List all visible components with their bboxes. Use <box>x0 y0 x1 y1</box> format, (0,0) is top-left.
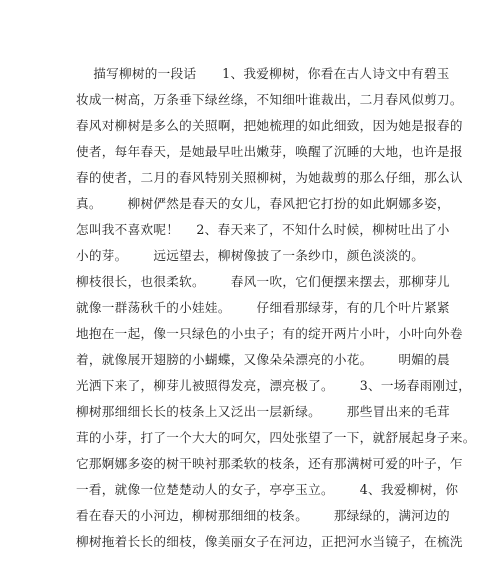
text-line-18: 看在春天的小河边，柳树那细细的枝条。 那绿绿的，满河边的 <box>76 508 450 523</box>
text-line-10: 就像一群荡秋千的小娃娃。 仔细看那绿芽，有的几个叶片紧紧 <box>76 300 450 315</box>
text-line-13: 光洒下来了，柳芽儿被照得发亮，漂亮极了。 3、一场春雨刚过， <box>76 378 472 393</box>
text-line-14: 柳树那细细长长的枝条上又泛出一层新绿。 那些冒出来的毛茸 <box>76 404 450 419</box>
text-line-15: 茸的小芽，打了一个大大的呵欠，四处张望了一下，就舒展起身子来。 <box>76 430 476 445</box>
text-line-3: 春风对柳树是多么的关照啊，把她梳理的如此细致，因为她是报春的 <box>76 118 463 133</box>
text-line-9: 柳枝很长，也很柔软。 春风一吹，它们便摆来摆去，那柳芽儿 <box>76 274 450 289</box>
text-line-17: 一看，就像一位楚楚动人的女子，亭亭玉立。 4、我爱柳树，你 <box>76 482 459 497</box>
text-line-2: 妆成一树高，万条垂下绿丝绦，不知细叶谁裁出，二月春风似剪刀。 <box>76 92 463 107</box>
text-line-4: 使者，每年春天，是她最早吐出嫩芽，唤醒了沉睡的大地，也许是报 <box>76 144 463 159</box>
text-line-6: 真。 柳树俨然是春天的女儿，春风把它打扮的如此婀娜多姿， <box>76 196 450 211</box>
text-line-19: 柳树拖着长长的细枝，像美丽女子在河边，正把河水当镜子，在梳洗 <box>76 534 463 549</box>
text-line-16: 它那婀娜多姿的树干映衬那柔软的枝条，还有那满树可爱的叶子，乍 <box>76 456 463 471</box>
text-line-8: 小的芽。 远远望去，柳树像披了一条纱巾，颜色淡淡的。 <box>76 248 425 263</box>
text-line-12: 着，就像展开翅膀的小蝴蝶，又像朵朵漂亮的小花。 明媚的晨 <box>76 352 450 367</box>
text-line-1: 描写柳树的一段话 1、我爱柳树，你看在古人诗文中有碧玉 <box>76 66 450 81</box>
text-line-5: 春的使者，二月的春风特别关照柳树，为她裁剪的那么仔细，那么认 <box>76 170 463 185</box>
text-line-7: 怎叫我不喜欢呢！ 2、春天来了，不知什么时候，柳树吐出了小 <box>76 222 450 237</box>
text-line-11: 地抱在一起，像一只绿色的小虫子；有的绽开两片小叶，小叶向外卷 <box>76 326 463 341</box>
